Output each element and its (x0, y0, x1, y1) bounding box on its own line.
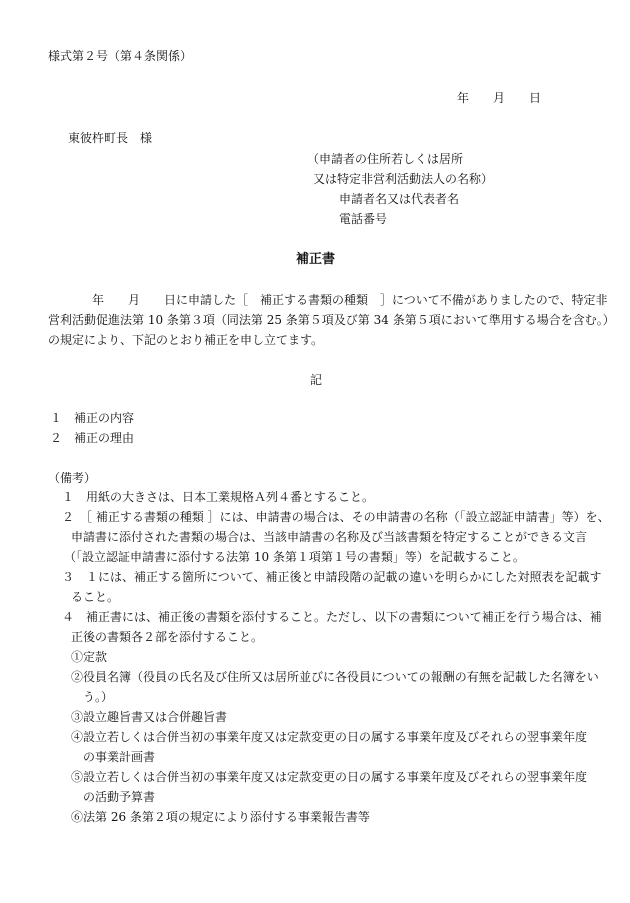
applicant-corporation-label: 又は特定非営利活動法人の名称） (313, 172, 494, 186)
applicant-phone-label: 電話番号 (339, 212, 388, 226)
attachment-officer-list-line-2: う。） (83, 690, 114, 704)
attachment-budget-line-1: ⑤設立若しくは合併当初の事業年度又は定款変更の日の属する事業年度及びそれらの翌事業年度 (71, 770, 588, 784)
attachment-budget-line-2: の活動予算書 (83, 790, 156, 804)
attachment-business-plan-line-1: ④設立若しくは合併当初の事業年度又は定款変更の日の属する事業年度及びそれらの翌事業年度 (71, 730, 588, 744)
note-2-line-1: ２ ［ 補正する書類の種類 ］には、申請書の場合は、その申請書の名称（「設立認証申請書」等）を、 (62, 510, 610, 524)
attachment-officer-list-line-1: ②役員名簿（役員の氏名及び住所又は居所並びに各役員についての報酬の有無を記載した名簿をい (71, 670, 599, 684)
recipient: 東彼杵町長 様 (68, 131, 153, 145)
applicant-address-label: （申請者の住所若しくは居所 (307, 152, 464, 166)
attachment-articles: ①定款 (71, 650, 108, 664)
item-content: １ 補正の内容 (50, 411, 135, 425)
ki-heading: 記 (310, 373, 323, 387)
notes-heading: （備考） (48, 471, 97, 485)
item-reason: ２ 補正の理由 (50, 431, 135, 445)
note-1: １ 用紙の大きさは、日本工業規格Ａ列４番とすること。 (62, 490, 375, 504)
note-2-line-2: 申請書に添付された書類の場合は、当該申請書の名称及び当該書類を特定することができる文言 (71, 530, 588, 544)
note-4-line-1: ４ 補正書には、補正後の書類を添付すること。ただし、以下の書類について補正を行う場合は、補 (62, 610, 602, 624)
body-line-2: 営利活動促進法第 10 条第３項（同法第 25 条第５項及び第 34 条第５項において準用する場合を含む。） (48, 313, 615, 327)
attachment-business-report: ⑥法第 26 条第２項の規定により添付する事業報告書等 (71, 810, 370, 824)
body-line-1: 年 月 日に申請した［ 補正する書類の種類 ］について不備がありましたので、特定非 (92, 293, 608, 307)
body-line-3: の規定により、下記のとおり補正を申し立てます。 (48, 333, 324, 347)
note-3-line-1: ３ １には、補正する箇所について、補正後と申請段階の記載の違いを明らかにした対照表を記載す (62, 570, 602, 584)
applicant-name-label: 申請者名又は代表者名 (339, 192, 460, 206)
date-line: 年 月 日 (457, 91, 542, 105)
attachment-prospectus: ③設立趣旨書又は合併趣旨書 (71, 710, 228, 724)
note-2-line-3: （「設立認証申請書に添付する法第 10 条第１項第１号の書類」等）を記載すること。 (64, 550, 525, 564)
form-number: 様式第２号（第４条関係） (48, 49, 193, 63)
note-3-line-2: ること。 (71, 590, 120, 604)
attachment-business-plan-line-2: の事業計画書 (83, 750, 156, 764)
document-title: 補正書 (296, 252, 336, 267)
note-4-line-2: 正後の書類各２部を添付すること。 (71, 630, 264, 644)
